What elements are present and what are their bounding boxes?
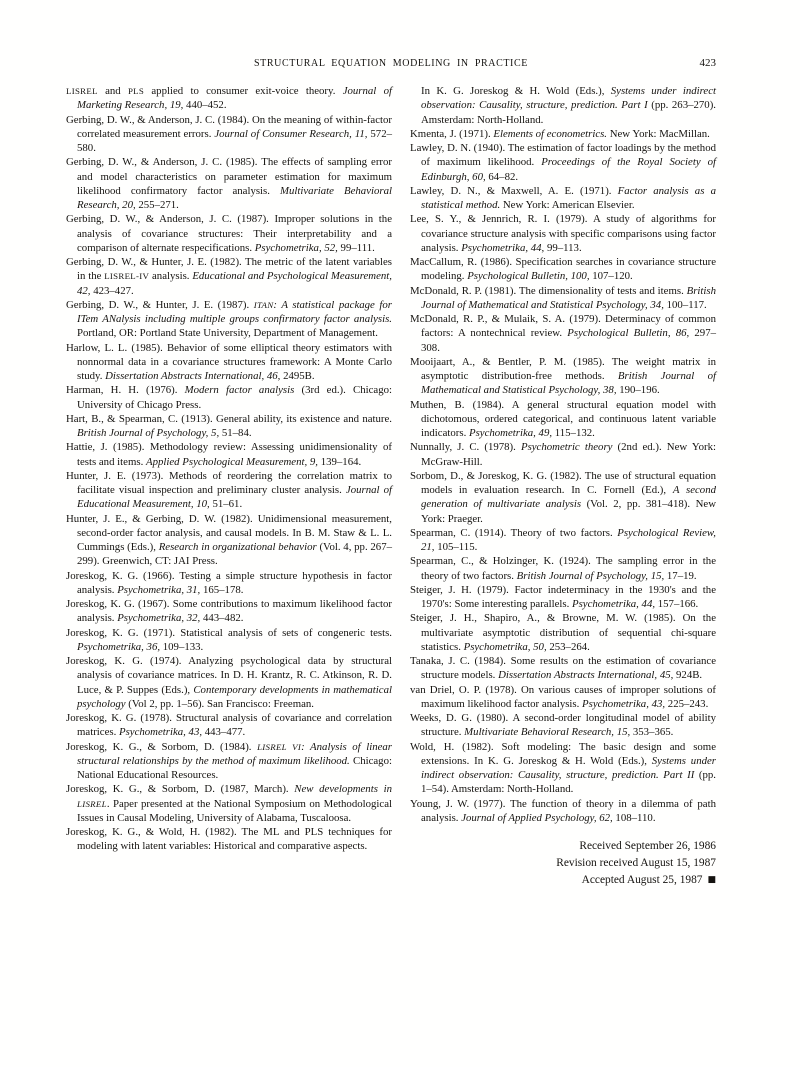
reference-text-segment: 443–477. xyxy=(202,726,246,739)
reference-entry xyxy=(410,797,716,826)
reference-text-segment: (pp. 263–270). Amsterdam: North-Holland. xyxy=(421,99,716,126)
reference-text-segment: 105–115. xyxy=(434,541,478,553)
reference-text-segment: McDonald, R. P., & Mulaik, S. A. (1979). Determinacy of common factors: A nontechnical review. xyxy=(410,313,716,340)
reference-text-segment: : Analysis of linear structural relationships by the method of maximum likelihood. xyxy=(77,740,392,767)
revision-received-line: Revision received August 15, 1987 xyxy=(556,856,716,869)
reference-text-segment: Joreskog, K. G. (1978). Structural analysis of covariance and correlation matrices. xyxy=(66,712,392,739)
reference-text-segment: Dissertation Abstracts International, 45, xyxy=(498,669,674,682)
reference-text-segment: Multivariate Behavioral Research, 15, xyxy=(464,726,631,739)
reference-text-segment: Elements of econometrics. xyxy=(493,127,608,140)
reference-entry xyxy=(66,341,392,384)
reference-text-segment: Spearman, C. (1914). Theory of two factors. xyxy=(410,526,618,539)
reference-text-segment: Psychometric theory xyxy=(520,441,613,454)
reference-text-segment: Spearman, C., & Holzinger, K. (1924). The sampling error in the theory of two factors. xyxy=(410,555,716,582)
reference-text-segment: Psychological Bulletin, 86, xyxy=(567,327,690,340)
reference-entry xyxy=(410,654,716,683)
reference-text-segment: Research in organizational behavior xyxy=(158,541,317,553)
reference-entry xyxy=(410,740,716,797)
reference-entry xyxy=(410,611,716,654)
reference-text-segment: and xyxy=(97,85,128,97)
reference-entry xyxy=(66,711,392,740)
reference-text-segment: (3rd ed.). Chicago: University of Chicago Press. xyxy=(77,384,392,411)
reference-entry xyxy=(66,512,392,569)
reference-entry xyxy=(410,583,716,612)
reference-text-segment: Gerbing, D. W., & Hunter, J. E. (1987). xyxy=(66,298,254,311)
reference-text-segment: analysis. xyxy=(149,270,193,283)
reference-text-segment: Joreskog, K. G. (1971). Statistical analysis of sets of congeneric tests. xyxy=(66,626,392,639)
reference-entry xyxy=(66,626,392,655)
reference-entry xyxy=(410,127,716,141)
reference-text-segment: . Paper presented at the National Symposium on Methodological Issues in Causal Modeling, University of Alabama, Tuscaloosa. xyxy=(77,797,392,824)
reference-text-segment: (Vol 2, pp. 1–56). San Francisco: Freeman. xyxy=(125,697,314,710)
reference-text-segment: British Journal of Psychology, 15, xyxy=(516,569,665,582)
reference-text-segment: Harman, H. H. (1976). xyxy=(66,384,185,397)
reference-text-segment: LISREL xyxy=(77,798,107,809)
references-list-right xyxy=(410,84,716,825)
page-header xyxy=(66,58,716,74)
reference-text-segment: Steiger, J. H. (1979). Factor indeterminacy in the 1930's and the 1970's: Some interesting parallels. xyxy=(410,583,716,610)
reference-text-segment: 64–82. xyxy=(485,170,519,183)
reference-text-segment: Psychological Bulletin, 100, xyxy=(467,270,590,283)
reference-entry xyxy=(66,255,392,298)
reference-entry xyxy=(410,683,716,712)
reference-text-segment: Joreskog, K. G. (1966). Testing a simple structure hypothesis in factor analysis. xyxy=(66,569,392,596)
reference-text-segment: Educational and Psychological Measurement, 42, xyxy=(77,270,392,297)
reference-text-segment: 924B. xyxy=(673,669,703,682)
reference-entry xyxy=(66,212,392,255)
reference-text-segment: Journal of Educational Measurement, 10, xyxy=(77,484,392,511)
reference-text-segment: Psychometrika, 52, xyxy=(254,241,338,254)
reference-text-segment: LISREL xyxy=(66,86,98,96)
reference-entry xyxy=(66,654,392,711)
reference-entry xyxy=(66,825,392,854)
reference-entry xyxy=(66,84,392,113)
reference-text-segment: Joreskog, K. G. (1967). Some contributions to maximum likelihood factor analysis. xyxy=(66,598,392,625)
reference-text-segment: 17–19. xyxy=(664,569,697,582)
reference-entry xyxy=(410,212,716,255)
reference-text-segment: 190–196. xyxy=(616,384,660,397)
reference-text-segment: Journal of Marketing Research, 19, xyxy=(77,85,392,112)
reference-text-segment: Systems under indirect observation: Causality, structure, prediction. Part II xyxy=(421,754,716,781)
article-end-square-icon: ■ xyxy=(707,874,716,885)
reference-text-segment: : A statistical package for ITem ANalysis including multiple groups confirmatory factor analysis. xyxy=(77,298,392,325)
reference-text-segment: MacCallum, R. (1986). Specification searches in covariance structure modeling. xyxy=(410,256,716,283)
reference-text-segment: Hunter, J. E., & Gerbing, D. W. (1982). Unidimensional measurement, second-order factor analysis, and causal models. In B. M. Staw & L. L. Cummings (Eds.), xyxy=(66,512,392,553)
reference-text-segment: LISREL-IV xyxy=(104,271,150,282)
reference-entry xyxy=(410,554,716,583)
reference-text-segment: Journal of Consumer Research, 11, xyxy=(214,127,368,140)
reference-entry xyxy=(66,597,392,626)
reference-text-segment: Psychometrika, 50, xyxy=(463,640,547,653)
received-date-line: Received September 26, 1986 xyxy=(579,840,716,852)
reference-text-segment: McDonald, R. P. (1981). The dimensionality of tests and items. xyxy=(410,284,687,297)
reference-text-segment: 99–111. xyxy=(337,241,375,254)
reference-text-segment: Modern factor analysis xyxy=(184,384,295,397)
reference-text-segment: Psychometrika, 44, xyxy=(461,241,545,254)
reference-text-segment: applied to consumer exit-voice theory. xyxy=(144,85,343,97)
reference-entry xyxy=(66,155,392,212)
reference-text-segment: 99–113. xyxy=(544,241,582,254)
reference-entry xyxy=(410,284,716,313)
reference-entry xyxy=(410,469,716,526)
reference-text-segment: Systems under indirect observation: Causality, structure, prediction. Part I xyxy=(421,85,716,112)
reference-text-segment: 109–133. xyxy=(160,640,204,653)
reference-text-segment: Multivariate Behavioral Research, 20, xyxy=(77,184,392,211)
reference-entry xyxy=(410,526,716,555)
reference-text-segment: In K. G. Joreskog & H. Wold (Eds.), xyxy=(421,85,611,97)
reference-text-segment: 51–84. xyxy=(219,427,252,439)
reference-text-segment: Psychometrika, 43, xyxy=(582,697,666,710)
reference-text-segment: Hunter, J. E. (1973). Methods of reordering the correlation matrix to facilitate visual inspection and preliminary cluster analysis. xyxy=(66,469,392,496)
reference-text-segment: Kmenta, J. (1971). xyxy=(410,127,494,140)
reference-entry xyxy=(410,398,716,441)
running-title: STRUCTURAL EQUATION MODELING IN PRACTICE xyxy=(254,58,528,69)
reference-text-segment: Psychological Review, 21, xyxy=(421,526,717,553)
reference-text-segment: 51–61. xyxy=(209,498,243,511)
reference-text-segment: ITAN xyxy=(253,299,274,310)
reference-text-segment: 157–166. xyxy=(655,598,699,610)
reference-text-segment: 423–427. xyxy=(90,284,134,297)
reference-entry xyxy=(410,141,716,184)
reference-text-segment: Hart, B., & Spearman, C. (1913). General ability, its existence and nature. xyxy=(66,412,392,425)
reference-text-segment: Lawley, D. N., & Maxwell, A. E. (1971). xyxy=(410,184,618,197)
reference-text-segment: 440–452. xyxy=(183,99,227,112)
reference-text-segment: Psychometrika, 49, xyxy=(468,427,553,439)
reference-text-segment: British Journal of Mathematical and Statistical Psychology, 38, xyxy=(421,370,717,397)
reference-text-segment: Harlow, L. L. (1985). Behavior of some elliptical theory estimators with nonnormal data in a covariance structures framework: A Monte Carlo study. xyxy=(66,341,392,382)
reference-text-segment: (2nd ed.). New York: McGraw-Hill. xyxy=(421,441,716,468)
reference-text-segment: British Journal of Mathematical and Statistical Psychology, 34, xyxy=(421,284,716,311)
reference-text-segment: Psychometrika, 31, xyxy=(117,583,201,596)
received-block xyxy=(410,838,716,888)
reference-text-segment: 255–271. xyxy=(135,199,179,211)
reference-text-segment: Psychometrika, 36, xyxy=(77,640,161,653)
reference-text-segment: (Vol. 2, pp. 381–418). New York: Praeger. xyxy=(421,498,716,525)
reference-text-segment: Muthen, B. (1984). A general structural equation model with dichotomous, ordered categorical, and continuous latent variable indicators. xyxy=(410,398,716,439)
reference-text-segment: Nunnally, J. C. (1978). xyxy=(410,441,521,454)
reference-text-segment: Lawley, D. N. (1940). The estimation of factor loadings by the method of maximum likelihood. xyxy=(410,142,716,169)
reference-text-segment: Gerbing, D. W., & Anderson, J. C. (1987). Improper solutions in the analysis of covariance structures: Their interpretability and a comparison of alternate respecifications. xyxy=(66,213,392,254)
reference-text-segment: Gerbing, D. W., & Anderson, J. C. (1984). On the meaning of within-factor correlated measurement errors. xyxy=(66,113,392,140)
reference-entry xyxy=(66,298,392,341)
reference-text-segment: Applied Psychological Measurement, 9, xyxy=(145,455,318,468)
page-number: 423 xyxy=(699,57,716,69)
reference-text-segment: A second generation of multivariate analysis xyxy=(421,484,716,511)
reference-text-segment: Psychometrika, 32, xyxy=(117,612,201,625)
reference-text-segment: 115–132. xyxy=(552,427,595,439)
reference-text-segment: 353–365. xyxy=(630,726,674,739)
reference-text-segment: New developments in xyxy=(294,783,392,796)
reference-text-segment: Young, J. W. (1977). The function of theory in a dilemma of path analysis. xyxy=(410,797,716,824)
reference-text-segment: 2495B. xyxy=(280,370,315,382)
reference-text-segment: New York: MacMillan. xyxy=(607,127,710,140)
reference-text-segment: Hattie, J. (1985). Methodology review: Assessing unidimensionality of tests and items. xyxy=(66,441,392,468)
reference-entry xyxy=(410,312,716,355)
reference-entry xyxy=(66,569,392,598)
reference-text-segment: Steiger, J. H., Shapiro, A., & Browne, M. W. (1985). On the multivariate asymptotic distribution of sequential chi-square statistics. xyxy=(410,612,716,653)
reference-entry xyxy=(66,782,392,825)
reference-text-segment: Weeks, D. G. (1980). A second-order longitudinal model of ability structure. xyxy=(410,712,716,739)
reference-entry xyxy=(410,711,716,740)
accepted-line xyxy=(410,872,716,889)
reference-text-segment: Factor analysis as a statistical method. xyxy=(421,184,716,211)
accepted-date-text: Accepted August 25, 1987 xyxy=(581,873,703,886)
reference-entry xyxy=(66,469,392,512)
reference-entry xyxy=(410,255,716,284)
reference-text-segment: LISREL VI xyxy=(257,741,302,752)
reference-text-segment: (Vol. 4, pp. 267–299). Greenwich, CT: JAI Press. xyxy=(77,541,392,568)
reference-text-segment: Contemporary developments in mathematical psychology xyxy=(77,683,392,710)
reference-text-segment: 225–243. xyxy=(665,697,709,710)
reference-text-segment: Psychometrika, 43, xyxy=(118,726,203,739)
reference-text-segment: 443–482. xyxy=(200,612,244,625)
reference-entry xyxy=(66,440,392,469)
reference-text-segment: 297–308. xyxy=(421,327,717,354)
reference-entry xyxy=(410,184,716,213)
reference-entry xyxy=(410,440,716,469)
reference-text-segment: Psychometrika, 44, xyxy=(571,598,656,610)
reference-text-segment: 572–580. xyxy=(77,127,392,154)
reference-text-segment: Joreskog, K. G. (1974). Analyzing psychological data by structural analysis of covariance matrices. In D. H. Krantz, R. C. Atkinson, R. D. Luce, & P. Suppes (Eds.), xyxy=(66,655,392,696)
reference-text-segment: Sorbom, D., & Joreskog, K. G. (1982). The use of structural equation models in evaluation research. In C. Fornell (Ed.), xyxy=(410,469,716,496)
reference-text-segment: (pp. 1–54). Amsterdam: North-Holland. xyxy=(421,769,717,796)
reference-entry xyxy=(66,740,392,783)
reference-text-segment: 100–117. xyxy=(663,298,707,311)
reference-text-segment: Proceedings of the Royal Society of Edinburgh, 60, xyxy=(421,156,716,183)
reference-text-segment: Mooijaart, A., & Bentler, P. M. (1985). The weight matrix in asymptotic distribution-free methods. xyxy=(410,355,716,382)
reference-text-segment: 139–164. xyxy=(318,455,362,468)
reference-columns xyxy=(66,84,716,888)
reference-entry xyxy=(410,84,716,127)
reference-text-segment: Journal of Applied Psychology, 62, xyxy=(461,811,613,824)
reference-text-segment: Tanaka, J. C. (1984). Some results on the estimation of covariance structure models. xyxy=(410,655,716,682)
reference-text-segment: Joreskog, K. G., & Wold, H. (1982). The ML and PLS techniques for modeling with latent variables: Historical and comparative aspects. xyxy=(66,826,392,853)
reference-text-segment: Dissertation Abstracts International, 46, xyxy=(105,370,281,382)
reference-text-segment: 165–178. xyxy=(200,583,244,596)
references-column-left xyxy=(66,84,392,888)
reference-text-segment: Gerbing, D. W., & Hunter, J. E. (1982). The metric of the latent variables in the xyxy=(66,256,392,283)
reference-entry xyxy=(66,113,392,156)
reference-text-segment: Chicago: National Educational Resources. xyxy=(77,754,392,781)
references-column-right xyxy=(410,84,716,888)
reference-text-segment: 107–120. xyxy=(589,270,633,283)
reference-text-segment: Joreskog, K. G., & Sorbom, D. (1984). xyxy=(66,740,258,753)
reference-text-segment: Gerbing, D. W., & Anderson, J. C. (1985). The effects of sampling error and model characteristics on parameter estimation for maximum likelihood confirmatory factor analysis. xyxy=(66,156,392,197)
reference-text-segment: New York: American Elsevier. xyxy=(500,199,635,211)
reference-text-segment: British Journal of Psychology, 5, xyxy=(77,427,220,439)
reference-text-segment: Portland, OR: Portland State University, Department of Management. xyxy=(77,327,378,340)
reference-text-segment: 253–264. xyxy=(546,640,590,653)
reference-text-segment: Lee, S. Y., & Jennrich, R. I. (1979). A study of algorithms for covariance structure analysis with specific comparisons using factor analysis. xyxy=(410,213,716,254)
reference-entry xyxy=(410,355,716,398)
reference-text-segment: 108–110. xyxy=(612,811,656,824)
reference-entry xyxy=(66,383,392,412)
reference-text-segment: Joreskog, K. G., & Sorbom, D. (1987, March). xyxy=(66,783,295,796)
reference-text-segment: PLS xyxy=(127,86,145,96)
reference-entry xyxy=(66,412,392,441)
reference-text-segment: Wold, H. (1982). Soft modeling: The basic design and some extensions. In K. G. Joreskog & H. Wold (Eds.), xyxy=(410,740,716,767)
reference-text-segment: van Driel, O. P. (1978). On various causes of improper solutions of maximum likelihood factor analysis. xyxy=(410,683,716,710)
